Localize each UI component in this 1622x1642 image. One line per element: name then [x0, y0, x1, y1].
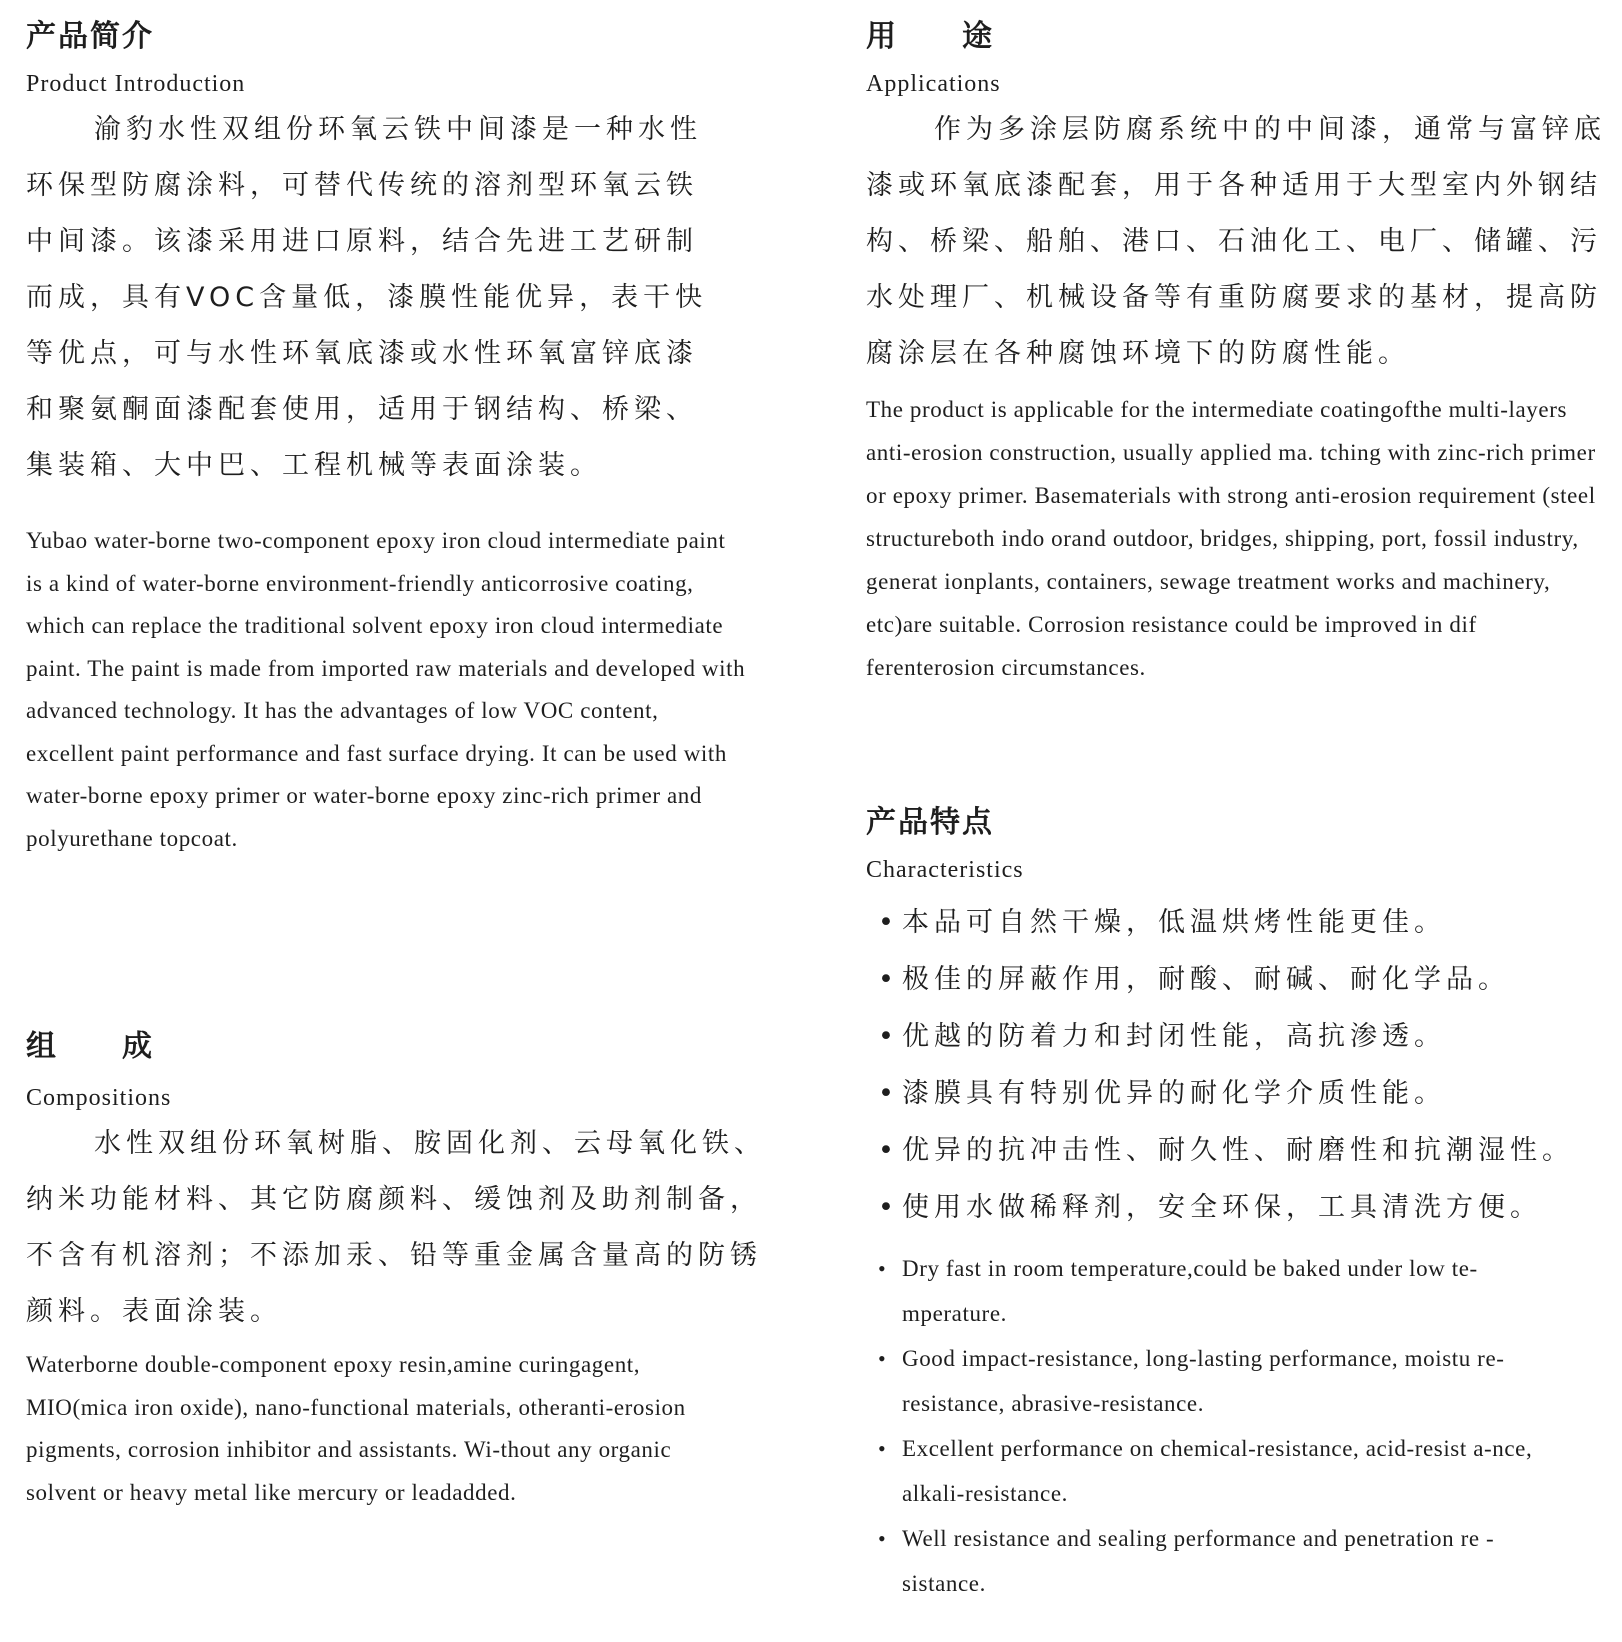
intro-body-cn-text: 渝豹水性双组份环氧云铁中间漆是一种水性环保型防腐涂料，可替代传统的溶剂型环氧云铁中间漆。该漆采用进口原料，结合先进工艺研制而成，具有VOC含量低，漆膜性能优异，表干快等优点，可与水性环氧底漆或水性环氧富锌底漆和聚氨酮面漆配套使用，适用于钢结构、桥梁、集装箱、大中巴、工程机械等表面涂装。 — [26, 114, 708, 481]
list-item-text: Excellent performance on chemical-resistance, acid-resist a-nce, alkali-resistance. — [902, 1436, 1533, 1506]
compositions-body-cn-text: 水性双组份环氧树脂、胺固化剂、云母氧化铁、纳米功能材料、其它防腐颜料、缓蚀剂及助剂制备，不含有机溶剂；不添加汞、铅等重金属含量高的防锈颜料。表面涂装。 — [26, 1128, 766, 1327]
intro-section — [26, 19, 756, 860]
list-item-text: 极佳的屏蔽作用，耐酸、耐碱、耐化学品。 — [902, 964, 1510, 995]
intro-title-en: Product Introduction — [26, 71, 246, 97]
list-item-text: Dry fast in room temperature,could be baked under low te-mperature. — [902, 1256, 1478, 1326]
list-item-text: 优异的抗冲击性、耐久性、耐磨性和抗潮湿性。 — [902, 1135, 1574, 1166]
list-item-text: 使用水做稀释剂，安全环保，工具清洗方便。 — [902, 1192, 1542, 1223]
list-item-text: Good impact-resistance, long-lasting performance, moistu re-resistance, abrasive-resistance. — [902, 1346, 1505, 1416]
bullet-icon: • — [878, 1135, 899, 1166]
bullet-icon: • — [878, 907, 899, 938]
list-item-text: 漆膜具有特别优异的耐化学介质性能。 — [902, 1078, 1446, 1109]
bullet-icon: • — [878, 1078, 899, 1109]
applications-title-en: Applications — [866, 71, 1001, 97]
list-item — [866, 1065, 1606, 1122]
list-item — [866, 1336, 1566, 1426]
list-item — [866, 1008, 1606, 1065]
applications-body-cn — [866, 102, 1606, 382]
list-item-text: 本品可自然干燥，低温烘烤性能更佳。 — [902, 907, 1446, 938]
bullet-icon: • — [878, 1346, 887, 1371]
bullet-icon: • — [878, 1436, 887, 1461]
list-item-text: 优越的防着力和封闭性能，高抗渗透。 — [902, 1021, 1446, 1052]
compositions-title-cn: 组 成 — [26, 1029, 154, 1064]
list-item — [866, 894, 1606, 951]
compositions-body-en: Waterborne double-component epoxy resin,amine curingagent, MIO(mica iron oxide), nano-functional materials, otheranti-erosion pigments, corrosion inhibitor and assistants. Wi-thout any organic solvent or heavy metal like mercury or leadadded. — [26, 1352, 686, 1505]
bullet-icon: • — [878, 1192, 899, 1223]
intro-body-en: Yubao water-borne two-component epoxy iron cloud intermediate paint is a kind of water-borne environment-friendly anticorrosive coating, which can replace the traditional solvent epoxy iron cloud intermediate paint. The paint is made from imported raw materials and developed with advanced technology. It has the advantages of low VOC content, excellent paint performance and fast surface drying. It can be used with water-borne epoxy primer or water-borne epoxy zinc-rich primer and polyurethane topcoat. — [26, 528, 746, 851]
compositions-body-cn — [26, 1116, 766, 1340]
applications-title-cn: 用 途 — [866, 19, 994, 54]
intro-body-cn — [26, 102, 726, 494]
characteristics-title-cn: 产品特点 — [866, 805, 994, 840]
characteristics-title-en: Characteristics — [866, 857, 1024, 883]
list-item — [866, 1426, 1566, 1516]
bullet-icon: • — [878, 1526, 887, 1551]
applications-body-cn-text: 作为多涂层防腐系统中的中间漆，通常与富锌底漆或环氧底漆配套，用于各种适用于大型室内外钢结构、桥梁、船舶、港口、石油化工、电厂、储罐、污水处理厂、机械设备等有重防腐要求的基材，提高防腐涂层在各种腐蚀环境下的防腐性能。 — [866, 114, 1606, 369]
compositions-section — [26, 1029, 766, 1514]
bullet-icon: • — [878, 1256, 887, 1281]
list-item — [866, 1246, 1566, 1336]
characteristics-list-en — [866, 1246, 1566, 1606]
applications-section — [866, 19, 1606, 689]
list-item — [866, 951, 1606, 1008]
intro-title-cn: 产品简介 — [26, 19, 154, 54]
bullet-icon: • — [878, 1021, 899, 1052]
applications-body-en: The product is applicable for the intermediate coatingofthe multi-layers anti-erosion construction, usually applied ma. tching with zinc-rich primer or epoxy primer. Basematerials with strong anti-erosion requirement (steel structureboth indo orand outdoor, bridges, shipping, port, fossil industry, generat ionplants, containers, sewage treatment works and machinery, etc)are suitable. Corrosion resistance could be improved in dif ferenterosion circumstances. — [866, 397, 1596, 680]
characteristics-list-cn — [866, 894, 1606, 1236]
bullet-icon: • — [878, 964, 899, 995]
list-item — [866, 1122, 1606, 1179]
compositions-title-en: Compositions — [26, 1085, 172, 1111]
list-item — [866, 1516, 1566, 1606]
characteristics-section — [866, 805, 1606, 1606]
list-item — [866, 1179, 1606, 1236]
list-item-text: Well resistance and sealing performance and penetration re -sistance. — [902, 1526, 1495, 1596]
